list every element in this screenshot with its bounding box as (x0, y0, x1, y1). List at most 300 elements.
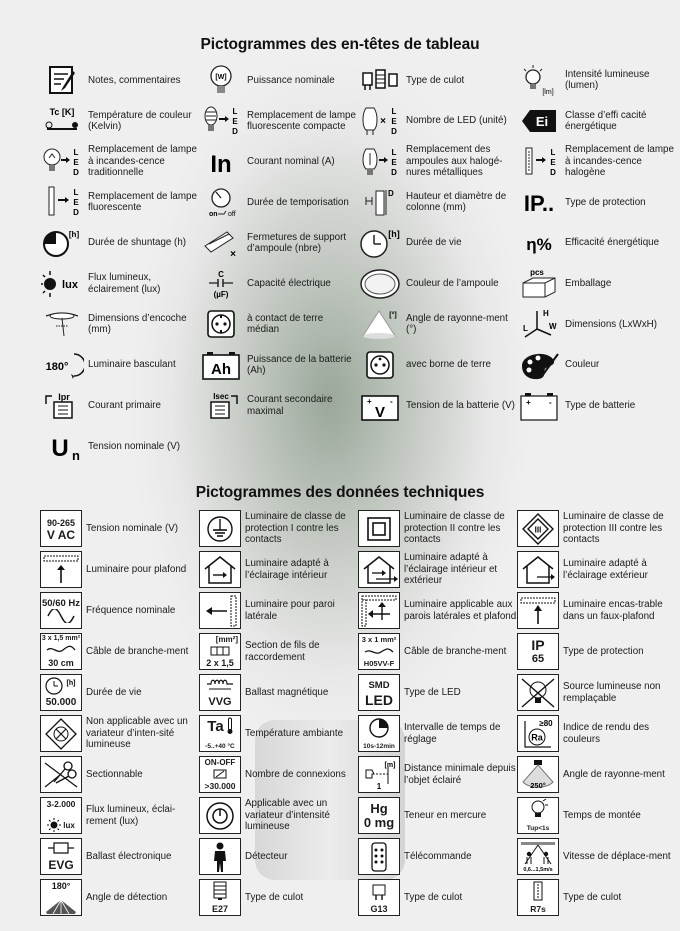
item-label: Luminaire de classe de protection III contre les contacts (563, 511, 664, 546)
list-item (517, 226, 676, 260)
item-label: Source lumineuse non remplaçable (563, 681, 661, 704)
item-label: Luminaire basculant (88, 359, 176, 371)
svg-text:H: H (543, 309, 549, 319)
ip-rating-glyph: 65 (531, 652, 545, 665)
item-label: Courant secondaire maximal (247, 394, 333, 417)
item-label: Courant nominal (A) (247, 155, 335, 167)
svg-text:D: D (232, 127, 238, 137)
hg-glyph: Hg (370, 800, 388, 816)
svg-text:L: L (391, 147, 397, 157)
item-label: Luminaire encas-trable dans un faux-plafond (563, 599, 663, 622)
hours-glyph: [h] (388, 229, 400, 240)
svg-text:n: n (72, 447, 80, 463)
item-label: Nombre de LED (unité) (406, 115, 507, 127)
item-label: Couleur (565, 359, 600, 371)
voltage-range-icon (40, 510, 82, 547)
item-label: Classe d’effi cacité énergétique (565, 109, 647, 133)
list-item (358, 879, 517, 916)
meter-glyph: [m] (384, 761, 396, 769)
list-item (199, 389, 358, 423)
grid-row (40, 508, 676, 549)
wall-mount-icon (199, 592, 241, 629)
capacitor-icon (199, 267, 243, 301)
list-item (358, 104, 517, 138)
svg-text:-: - (549, 397, 552, 407)
kelvin-glyph: Tc [K] (49, 107, 75, 118)
list-item (199, 756, 358, 793)
list-item (40, 879, 199, 916)
cable-type-section-glyph: 3 x 1 mm² (361, 635, 397, 644)
list-item (199, 307, 358, 341)
class3-glyph: III (534, 525, 542, 534)
item-label: Distance minimale depuis l’objet éclairé (404, 763, 516, 786)
flux-range-glyph: 3-2.000 (46, 799, 76, 809)
degree-glyph: [°] (389, 312, 397, 320)
item-label: Efficacité énergétique (565, 237, 660, 249)
volt-glyph: V (374, 403, 386, 421)
list-item (40, 510, 199, 547)
microfarad-glyph: (µF) (213, 289, 229, 299)
grid-row (40, 304, 676, 345)
list-item (517, 307, 676, 341)
cri-icon (517, 715, 559, 752)
item-label: Luminaire applicable aux parois latérales et plafond (404, 599, 517, 622)
grid-row (40, 549, 676, 590)
list-item (517, 879, 676, 916)
list-item (199, 267, 358, 301)
item-label: Vitesse de déplace-ment (563, 850, 671, 862)
list-item (40, 838, 199, 875)
item-label: Remplacement des ampoules aux halogé-nures métalliques (406, 144, 503, 179)
svg-text:E: E (73, 198, 79, 208)
item-label: Type de protection (565, 196, 646, 208)
item-label: Angle de rayonne-ment (°) (406, 312, 508, 336)
item-label: Ballast électronique (86, 850, 172, 862)
angle-250-glyph: 250° (530, 780, 546, 790)
svg-text:D: D (550, 167, 556, 177)
item-label: Couleur de l’ampoule (406, 278, 499, 290)
item-label: Fréquence nominale (86, 604, 176, 616)
lifetime-icon (358, 226, 402, 260)
ta-glyph: Ta (207, 717, 224, 735)
svg-text:on: on (209, 211, 218, 219)
svg-text:L: L (73, 188, 79, 198)
item-label: Luminaire adapté à l’éclairage intérieur (245, 558, 329, 581)
list-item (40, 226, 199, 260)
temp-range-glyph: -5..+40 °C (205, 743, 235, 750)
item-label: Durée de vie (86, 686, 142, 698)
list-item (40, 674, 199, 711)
grid-row (40, 672, 676, 713)
svg-text:W: W (549, 322, 557, 332)
on-off-glyph: ON-OFF (204, 758, 236, 767)
electronic-ballast-icon (40, 838, 82, 875)
angle-glyph: 180° (45, 361, 69, 374)
item-label: Tension nominale (V) (88, 440, 181, 452)
svg-text:off: off (228, 211, 236, 219)
list-item (358, 592, 517, 629)
battery-type-icon (517, 389, 561, 423)
item-label: Luminaire de classe de protection II contre les contacts (404, 511, 505, 546)
list-item (199, 510, 358, 547)
primary-current-icon (40, 389, 84, 423)
earth-pin-icon (358, 348, 402, 382)
list-item (517, 551, 676, 588)
item-label: Remplacement de lampe fluorescente (88, 190, 197, 214)
item-label: Puissance de la batterie (Ah) (247, 353, 352, 377)
grid-row (40, 101, 676, 142)
remote-control-icon (358, 838, 400, 875)
socket-type-icon (358, 63, 402, 97)
detection-angle-glyph: 180° (51, 881, 71, 891)
shunt-duration-icon (40, 226, 84, 260)
list-item (199, 715, 358, 752)
list-item (40, 592, 199, 629)
item-label: Non applicable avec un variateur d’inten-sité lumineuse (86, 716, 188, 751)
cutout-icon (40, 307, 84, 341)
technical-pictograms-grid (40, 508, 676, 918)
battery-voltage-icon (358, 389, 402, 423)
item-label: Type de culot (404, 891, 463, 903)
item-label: Type de culot (563, 891, 622, 903)
list-item (40, 348, 199, 382)
lifetime-hours-icon (40, 674, 82, 711)
cable-code-glyph: H05VV-F (363, 659, 395, 668)
item-label: Nombre de connexions (245, 768, 346, 780)
luminous-flux-icon (40, 267, 84, 301)
class3-icon (517, 510, 559, 547)
item-label: Type de LED (404, 686, 461, 698)
distance-value-glyph: 1 (376, 781, 382, 791)
notes-icon (40, 63, 84, 97)
list-item (517, 267, 676, 301)
indoor-icon (199, 551, 241, 588)
switch-count-icon (199, 756, 241, 793)
secondary-current-icon (199, 389, 243, 423)
g13-glyph: G13 (370, 904, 388, 914)
svg-text:D: D (391, 167, 397, 177)
r7s-socket-icon (517, 879, 559, 916)
item-label: Dimensions (LxWxH) (565, 318, 657, 330)
list-item (199, 104, 358, 138)
hours-glyph: [h] (68, 230, 80, 240)
nominal-current-icon (199, 145, 243, 179)
list-item (358, 63, 517, 97)
item-label: Puissance nominale (247, 74, 335, 86)
protection-icon (517, 185, 561, 219)
grid-row (40, 386, 676, 427)
grid-row (40, 141, 676, 182)
led-count-icon (358, 104, 402, 138)
ip-glyph: IP.. (523, 191, 555, 217)
item-label: à contact de terre médian (247, 312, 324, 336)
battery-power-icon (199, 348, 243, 382)
list-item (358, 185, 517, 219)
list-item (40, 144, 199, 179)
power-glyph: [W] (215, 74, 227, 82)
list-item (517, 674, 676, 711)
mercury-icon (358, 797, 400, 834)
ip65-icon (517, 633, 559, 670)
list-item (358, 633, 517, 670)
list-item (517, 144, 676, 179)
power-icon (199, 63, 243, 97)
grid-row (40, 836, 676, 877)
ip-glyph: IP (531, 636, 545, 653)
grid-row (40, 713, 676, 754)
list-item (40, 63, 199, 97)
evg-glyph: EVG (48, 858, 74, 872)
list-item (517, 838, 676, 875)
class2-icon (358, 510, 400, 547)
ei-glyph: Ei (535, 114, 549, 130)
ra-glyph: Ra (531, 732, 543, 742)
item-label: Dimensions d’encoche (mm) (88, 312, 187, 336)
item-label: Luminaire pour paroi latérale (245, 599, 335, 622)
smd-glyph: SMD (368, 679, 390, 691)
list-item (40, 307, 199, 341)
timer-icon (199, 185, 243, 219)
svg-text:L: L (523, 324, 528, 334)
frequency-icon (40, 592, 82, 629)
indoor-outdoor-icon (358, 551, 400, 588)
item-label: Flux lumineux, éclai-rement (lux) (86, 804, 176, 827)
item-label: Câble de branche-ment (86, 645, 189, 657)
svg-text:E: E (391, 117, 397, 127)
no-dimmer-icon (40, 715, 82, 752)
item-label: Détecteur (245, 850, 288, 862)
item-label: Luminaire adapté à l’éclairage extérieur (563, 558, 648, 581)
fluorescent-replacement-icon (40, 185, 84, 219)
ambient-temp-icon (199, 715, 241, 752)
interval-glyph: 10s-12min (363, 743, 395, 750)
cri-value-glyph: ≥80 (539, 718, 553, 728)
list-item (517, 756, 676, 793)
grid-row (40, 754, 676, 795)
item-label: Capacité électrique (247, 278, 331, 290)
item-label: Angle de rayonne-ment (563, 768, 665, 780)
item-label: Emballage (565, 278, 612, 290)
svg-text:E: E (73, 157, 79, 167)
svg-text:L: L (232, 107, 238, 117)
e27-glyph: E27 (211, 904, 228, 914)
list-item (358, 551, 517, 588)
list-item (199, 797, 358, 834)
svg-text:L: L (550, 147, 556, 157)
list-item (517, 592, 676, 629)
grid-row (40, 631, 676, 672)
cable-icon (40, 633, 82, 670)
bulb-color-icon (358, 267, 402, 301)
item-label: Durée de shuntage (h) (88, 237, 187, 249)
item-label: Remplacement de lampe à incandes-cence traditionnelle (88, 144, 197, 179)
list-item (358, 674, 517, 711)
list-item (517, 715, 676, 752)
min-distance-icon (358, 756, 400, 793)
current-glyph: In (210, 150, 232, 177)
svg-text:E: E (232, 117, 238, 127)
list-item (517, 633, 676, 670)
item-label: Intervalle de temps de réglage (404, 722, 501, 745)
list-item (358, 144, 517, 179)
incandescent-replacement-icon (40, 145, 84, 179)
item-label: Télécommande (404, 850, 472, 862)
list-item (40, 551, 199, 588)
svg-text:×: × (380, 116, 386, 128)
vac-glyph: V AC (46, 527, 76, 542)
svg-text:L: L (73, 147, 79, 157)
amp-hour-glyph: Ah (211, 361, 231, 379)
list-item (358, 715, 517, 752)
item-label: Luminaire adapté à l’éclairage intérieur et extérieur (404, 552, 498, 587)
item-label: Ballast magnétique (245, 686, 329, 698)
section-title-headers: Pictogrammes des en-têtes de tableau (200, 36, 480, 53)
list-item (358, 307, 517, 341)
svg-text:D: D (73, 167, 79, 177)
pcs-glyph: pcs (530, 267, 544, 277)
svg-text:×: × (230, 249, 236, 261)
list-item (517, 510, 676, 547)
item-label: Remplacement de lampe fluorescente compacte (247, 109, 356, 133)
class1-icon (199, 510, 241, 547)
eta-glyph: η% (526, 235, 552, 255)
column-size-icon (358, 185, 402, 219)
list-item (517, 348, 676, 382)
wire-section-icon (199, 633, 241, 670)
mm2-glyph: [mm²] (215, 635, 238, 644)
lifetime-value-glyph: 50.000 (45, 697, 77, 708)
list-item (40, 267, 199, 301)
warmup-icon (517, 797, 559, 834)
item-label: Applicable avec un variateur d’intensité lumineuse (245, 798, 330, 833)
warmup-time-glyph: Tup<1s (526, 825, 550, 832)
beam-angle-250-icon (517, 756, 559, 793)
halogen-replacement-icon (517, 145, 561, 179)
magnetic-ballast-icon (199, 674, 241, 711)
halogen-metal-replacement-icon (358, 145, 402, 179)
switch-count-glyph: >30.000 (204, 781, 236, 791)
energy-efficiency-icon (517, 226, 561, 260)
list-item (517, 797, 676, 834)
svg-text:E: E (391, 157, 397, 167)
svg-text:D: D (391, 127, 397, 137)
item-label: Température ambiante (245, 727, 344, 739)
list-item (358, 797, 517, 834)
item-label: Hauteur et diamètre de colonne (mm) (406, 190, 507, 214)
vvg-glyph: VVG (208, 696, 232, 708)
item-label: Sectionnable (86, 768, 143, 780)
led-glyph: LED (365, 691, 393, 708)
list-item (199, 145, 358, 179)
grid-row (40, 182, 676, 223)
svg-text:D: D (388, 189, 394, 199)
list-item (40, 715, 199, 752)
item-label: Teneur en mercure (404, 809, 487, 821)
list-item (358, 348, 517, 382)
ceiling-mount-icon (40, 551, 82, 588)
ipr-glyph: Ipr (58, 391, 70, 402)
cfl-replacement-icon (199, 104, 243, 138)
hours-glyph: [h] (66, 680, 76, 687)
voltage-range-glyph: 90-265 (46, 517, 76, 528)
list-item (199, 185, 358, 219)
list-item (517, 63, 676, 97)
outdoor-icon (517, 551, 559, 588)
list-item (199, 551, 358, 588)
tilting-icon (40, 348, 84, 382)
item-label: Tension nominale (V) (86, 522, 179, 534)
svg-text:+: + (526, 397, 531, 407)
section-title-technical: Pictogrammes des données techniques (195, 484, 485, 501)
list-item (40, 430, 199, 464)
list-item (199, 838, 358, 875)
recessed-icon (517, 592, 559, 629)
grid-row (40, 590, 676, 631)
grid-row (40, 426, 676, 467)
list-item (199, 226, 358, 260)
grid-row (40, 877, 676, 918)
list-item (40, 104, 199, 138)
speed-glyph: 0,6...1,5m/s (523, 866, 553, 873)
item-label: Luminaire de classe de protection I contre les contacts (245, 511, 346, 546)
cuttable-icon (40, 756, 82, 793)
time-interval-icon (358, 715, 400, 752)
list-item (199, 879, 358, 916)
color-palette-icon (517, 348, 561, 382)
list-item (40, 185, 199, 219)
list-item (358, 756, 517, 793)
list-item (40, 389, 199, 423)
dimensions-icon (517, 307, 561, 341)
item-label: Fermetures de support d’ampoule (nbre) (247, 231, 347, 255)
dimmable-icon (199, 797, 241, 834)
smd-led-icon (358, 674, 400, 711)
item-label: Angle de détection (86, 891, 168, 903)
header-pictograms-grid (40, 60, 676, 467)
grid-row (40, 60, 676, 101)
item-label: Durée de vie (406, 237, 462, 249)
lux-glyph: lux (63, 820, 75, 830)
list-item (517, 104, 676, 138)
item-label: Durée de temporisation (247, 196, 349, 208)
detector-icon (199, 838, 241, 875)
movement-speed-icon (517, 838, 559, 875)
list-item (40, 797, 199, 834)
list-item (358, 267, 517, 301)
item-label: Indice de rendu des couleurs (563, 722, 650, 745)
svg-text:-: - (390, 396, 393, 406)
packaging-icon (517, 267, 561, 301)
wire-section-glyph: 2 x 1,5 (206, 658, 234, 668)
nominal-voltage-icon (40, 430, 84, 464)
g13-socket-icon (358, 879, 400, 916)
grid-row (40, 795, 676, 836)
list-item (517, 389, 676, 423)
item-label: Type de culot (406, 74, 465, 86)
item-label: avec borne de terre (406, 359, 491, 371)
item-label: Remplacement de lampe à incandes-cence halogène (565, 144, 674, 179)
svg-text:+: + (367, 396, 372, 406)
list-item (199, 633, 358, 670)
frequency-glyph: 50/60 Hz (41, 598, 81, 609)
svg-text:L: L (391, 107, 397, 117)
grid-row (40, 345, 676, 386)
earth-socket-icon (199, 307, 243, 341)
list-item (40, 756, 199, 793)
list-item (40, 633, 199, 670)
isec-glyph: Isec (213, 391, 229, 401)
item-label: Notes, commentaires (88, 74, 181, 86)
